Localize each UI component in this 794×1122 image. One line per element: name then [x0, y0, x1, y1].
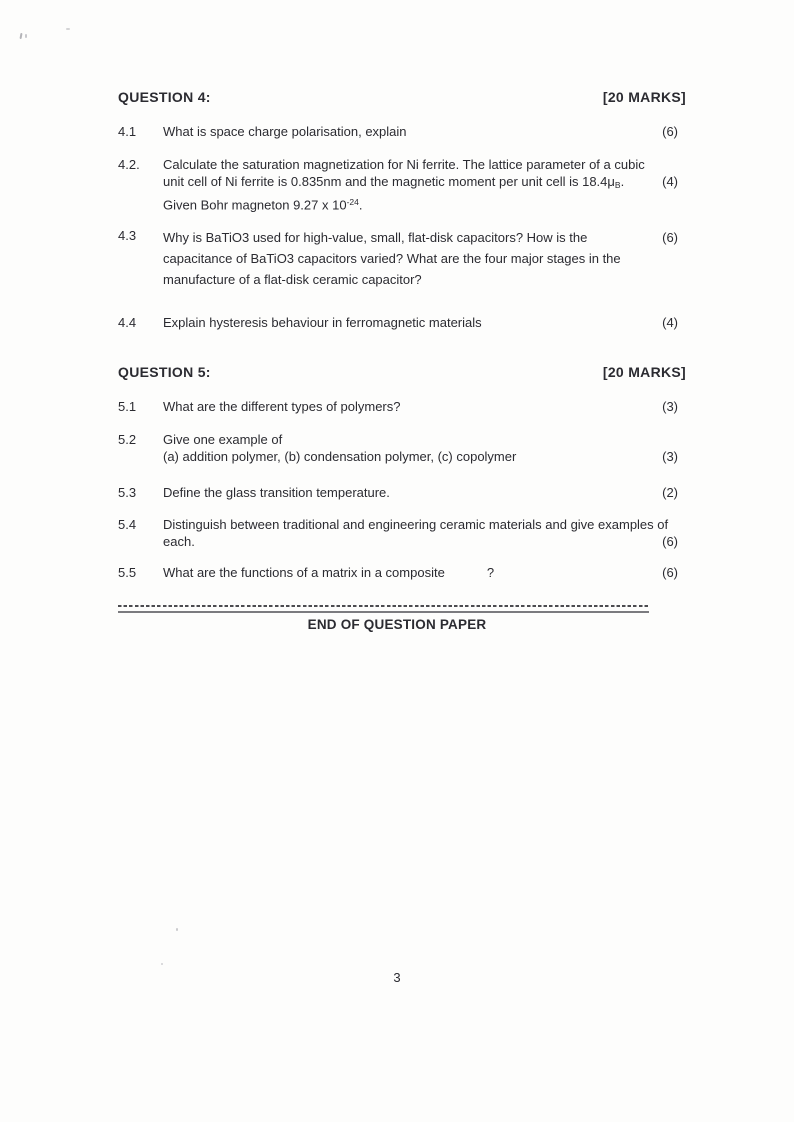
- question-marks: (6): [662, 124, 678, 139]
- question-text: Define the glass transition temperature.: [163, 485, 390, 500]
- question-number: 4.1: [118, 124, 137, 139]
- question-row-4-4: [118, 314, 686, 331]
- question-marks: (6): [662, 565, 678, 580]
- question-text-line: each.: [163, 534, 195, 549]
- question-marks: (3): [662, 399, 678, 414]
- question-text: What are the functions of a matrix in a composite: [163, 565, 445, 580]
- question-text: What is space charge polarisation, explain: [163, 124, 407, 139]
- question5-heading-row: [118, 364, 686, 381]
- end-of-paper-label: END OF QUESTION PAPER: [307, 617, 487, 632]
- question-number: 5.3: [118, 485, 137, 500]
- question-number: 4.4: [118, 315, 137, 330]
- question-text: unit cell of Ni ferrite is 0.835nm and the magnetic moment per unit cell is 18.4μ: [163, 174, 615, 189]
- question5-heading: QUESTION 5:: [118, 364, 211, 380]
- scan-speck: [66, 28, 70, 30]
- question-row-5-1: [118, 398, 686, 415]
- scan-speck: [19, 33, 22, 39]
- question5-total-marks: [20 MARKS]: [602, 364, 686, 380]
- question4-heading: QUESTION 4:: [118, 89, 211, 105]
- question-text-line: Calculate the saturation magnetization for Ni ferrite. The lattice parameter of a cubic: [163, 157, 645, 172]
- question-text-line: Give one example of: [163, 432, 283, 447]
- end-divider: [118, 605, 649, 613]
- question-text-line: manufacture of a flat-disk ceramic capacitor?: [163, 272, 422, 287]
- question-marks: (4): [662, 315, 678, 330]
- question-text: Given Bohr magneton 9.27 x 10: [163, 197, 347, 213]
- question-row-4-3: [118, 227, 686, 290]
- question-marks: (6): [662, 534, 678, 549]
- question-text: Explain hysteresis behaviour in ferromagnetic materials: [163, 315, 482, 330]
- question-text: .: [358, 197, 363, 213]
- question-marks: (2): [662, 485, 678, 500]
- subscript: B: [614, 180, 621, 190]
- question-text-line: (a) addition polymer, (b) condensation polymer, (c) copolymer: [163, 449, 517, 464]
- question-text-line: capacitance of BaTiO3 capacitors varied? What are the four major stages in the: [163, 251, 621, 266]
- question-text-tail: ?: [486, 565, 495, 580]
- question-number: 4.2.: [118, 157, 140, 172]
- solid-line: [118, 611, 649, 613]
- question-row-4-2: [118, 156, 686, 214]
- question-text-line: [163, 564, 638, 581]
- question-text-line: Distinguish between traditional and engineering ceramic materials and give examples of: [163, 517, 669, 532]
- question-text-line: [163, 173, 638, 194]
- question-number: 5.1: [118, 399, 137, 414]
- question-number: 4.3: [118, 228, 137, 243]
- question4-heading-row: [118, 89, 686, 106]
- question-row-4-1: [118, 123, 686, 140]
- page-number: 3: [393, 970, 401, 985]
- question-marks: (4): [662, 174, 678, 189]
- question-row-5-4: [118, 516, 686, 550]
- question-row-5-3: [118, 484, 686, 501]
- question-row-5-5: [118, 564, 686, 581]
- scan-speck: [25, 34, 27, 38]
- dashed-line: [118, 605, 649, 607]
- question-row-5-2: [118, 431, 686, 465]
- superscript: -24: [346, 197, 359, 207]
- question-number: 5.4: [118, 517, 137, 532]
- scan-speck: [176, 928, 178, 931]
- question-text-line: Why is BaTiO3 used for high-value, small, flat-disk capacitors? How is the: [163, 230, 588, 245]
- scan-speck: [161, 963, 163, 965]
- question4-total-marks: [20 MARKS]: [602, 89, 686, 105]
- question-number: 5.2: [118, 432, 137, 447]
- question-marks: (3): [662, 449, 678, 464]
- question-text: .: [620, 174, 625, 189]
- question-marks: (6): [662, 230, 678, 245]
- question-text: What are the different types of polymers?: [163, 399, 401, 414]
- question-text-line: [163, 194, 638, 214]
- question-number: 5.5: [118, 565, 137, 580]
